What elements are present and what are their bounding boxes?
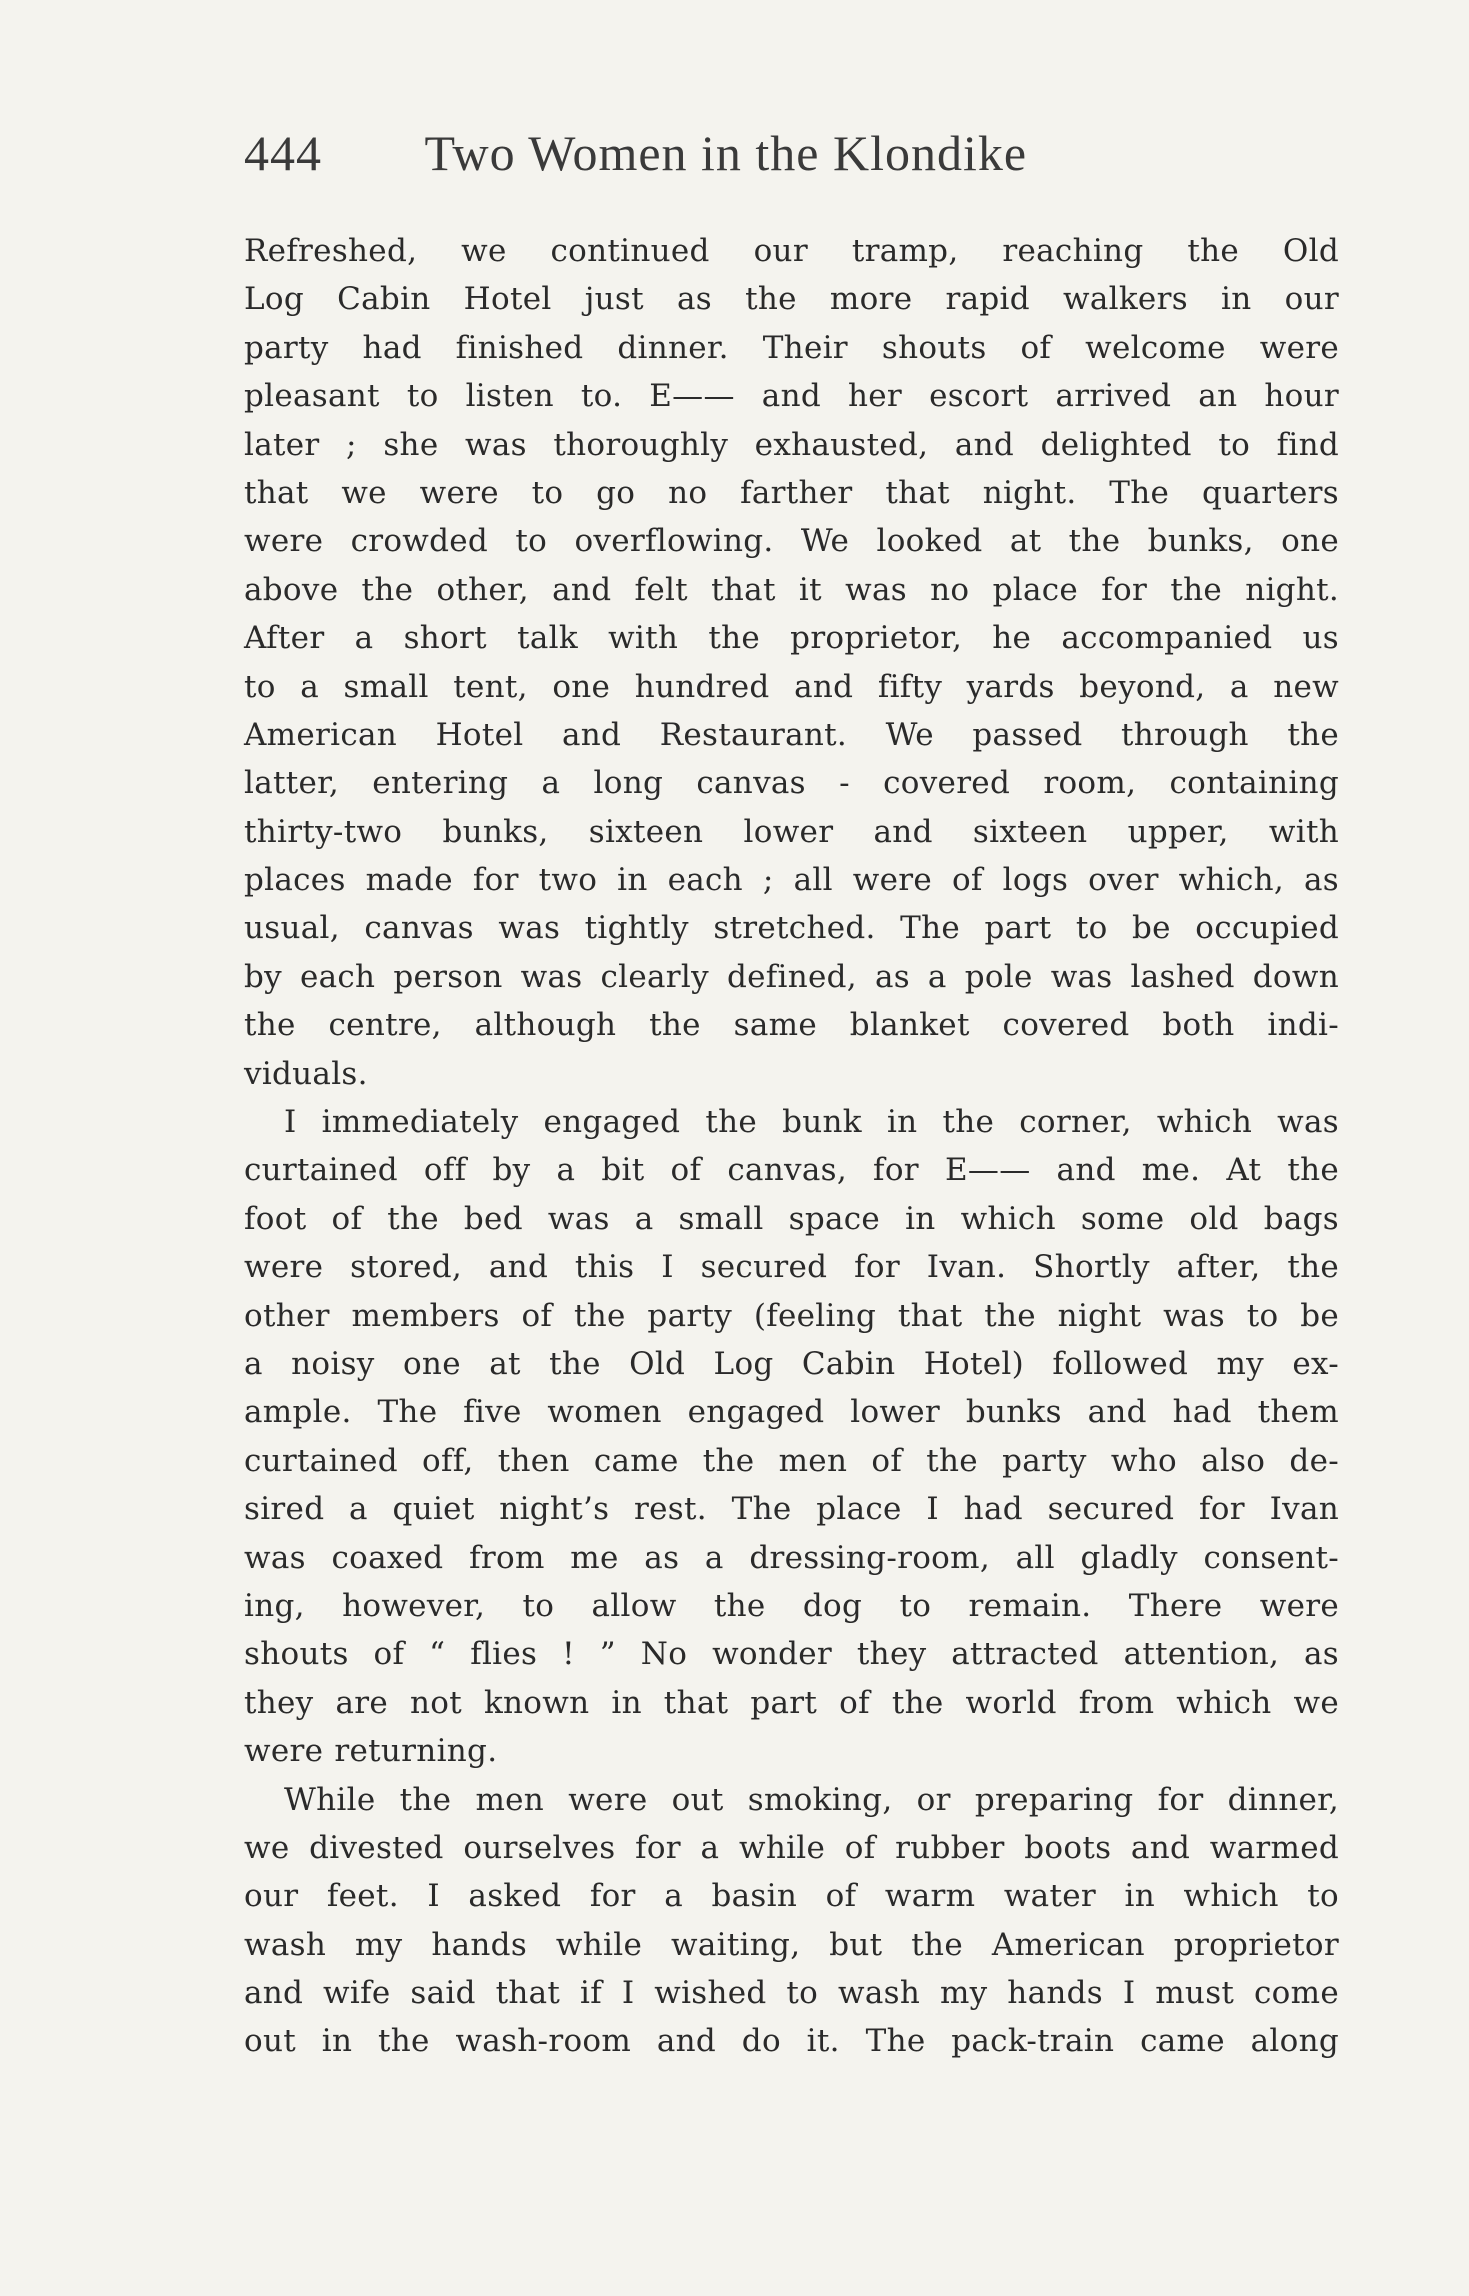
paragraph xyxy=(244,1776,1339,2066)
text-line: After a short talk with the proprietor, he accompanied us xyxy=(244,620,1339,657)
text-line: were returning. xyxy=(244,1733,498,1770)
text-line: by each person was clearly defined, as a pole was lashed down xyxy=(244,958,1339,995)
text-line: party had finished dinner. Their shouts of welcome were xyxy=(244,329,1339,366)
text-line: to a small tent, one hundred and fifty yards beyond, a new xyxy=(244,668,1339,705)
text-line: pleasant to listen to. E—— and her escort arrived an hour xyxy=(244,378,1339,415)
page-number: 444 xyxy=(244,125,322,181)
text-line: other members of the party (feeling that the night was to be xyxy=(244,1297,1339,1334)
text-line: were stored, and this I secured for Ivan. Shortly after, the xyxy=(244,1249,1339,1286)
paragraph xyxy=(244,1098,1339,1775)
body-text xyxy=(244,227,1339,2066)
text-line: foot of the bed was a small space in which some old bags xyxy=(244,1200,1339,1237)
text-line: viduals. xyxy=(244,1055,368,1092)
text-line: Log Cabin Hotel just as the more rapid walkers in our xyxy=(244,281,1339,318)
text-line: sired a quiet night’s rest. The place I had secured for Ivan xyxy=(244,1491,1339,1528)
running-title: Two Women in the Klondike xyxy=(424,125,1028,181)
text-line: shouts of “ flies ! ” No wonder they attracted attention, as xyxy=(244,1636,1339,1673)
text-line: ing, however, to allow the dog to remain. There were xyxy=(244,1587,1339,1624)
text-line: our feet. I asked for a basin of warm water in which to xyxy=(244,1878,1339,1915)
text-line: the centre, although the same blanket covered both indi- xyxy=(244,1007,1339,1044)
text-line: ample. The five women engaged lower bunks and had them xyxy=(244,1394,1339,1431)
text-line: they are not known in that part of the world from which we xyxy=(244,1684,1339,1721)
text-line: and wife said that if I wished to wash my hands I must come xyxy=(244,1975,1339,2012)
paragraph xyxy=(244,227,1339,1098)
text-line: we divested ourselves for a while of rubber boots and warmed xyxy=(244,1829,1339,1866)
text-line: wash my hands while waiting, but the American proprietor xyxy=(244,1926,1339,1963)
text-line: American Hotel and Restaurant. We passed through the xyxy=(244,716,1339,753)
text-line: places made for two in each ; all were of logs over which, as xyxy=(244,862,1339,899)
page-header xyxy=(244,118,1344,188)
text-line: later ; she was thoroughly exhausted, and delighted to find xyxy=(244,426,1339,463)
text-line: a noisy one at the Old Log Cabin Hotel) followed my ex- xyxy=(244,1345,1339,1382)
text-line: usual, canvas was tightly stretched. The part to be occupied xyxy=(244,910,1339,947)
text-line: out in the wash-room and do it. The pack-train came along xyxy=(244,2023,1339,2060)
text-line: were crowded to overflowing. We looked at the bunks, one xyxy=(244,523,1339,560)
text-line: that we were to go no farther that night. The quarters xyxy=(244,474,1339,511)
text-line: latter, entering a long canvas - covered room, containing xyxy=(244,765,1339,802)
text-line: Refreshed, we continued our tramp, reaching the Old xyxy=(244,233,1339,269)
text-line: curtained off by a bit of canvas, for E—— and me. At the xyxy=(244,1152,1339,1189)
text-line: I immediately engaged the bunk in the corner, which was xyxy=(284,1104,1339,1141)
text-line: curtained off, then came the men of the party who also de- xyxy=(244,1442,1339,1479)
text-line: above the other, and felt that it was no place for the night. xyxy=(244,571,1339,608)
text-line: was coaxed from me as a dressing-room, all gladly consent- xyxy=(244,1539,1339,1576)
text-line: thirty-two bunks, sixteen lower and sixteen upper, with xyxy=(244,813,1339,850)
text-line: While the men were out smoking, or preparing for dinner, xyxy=(284,1781,1339,1818)
